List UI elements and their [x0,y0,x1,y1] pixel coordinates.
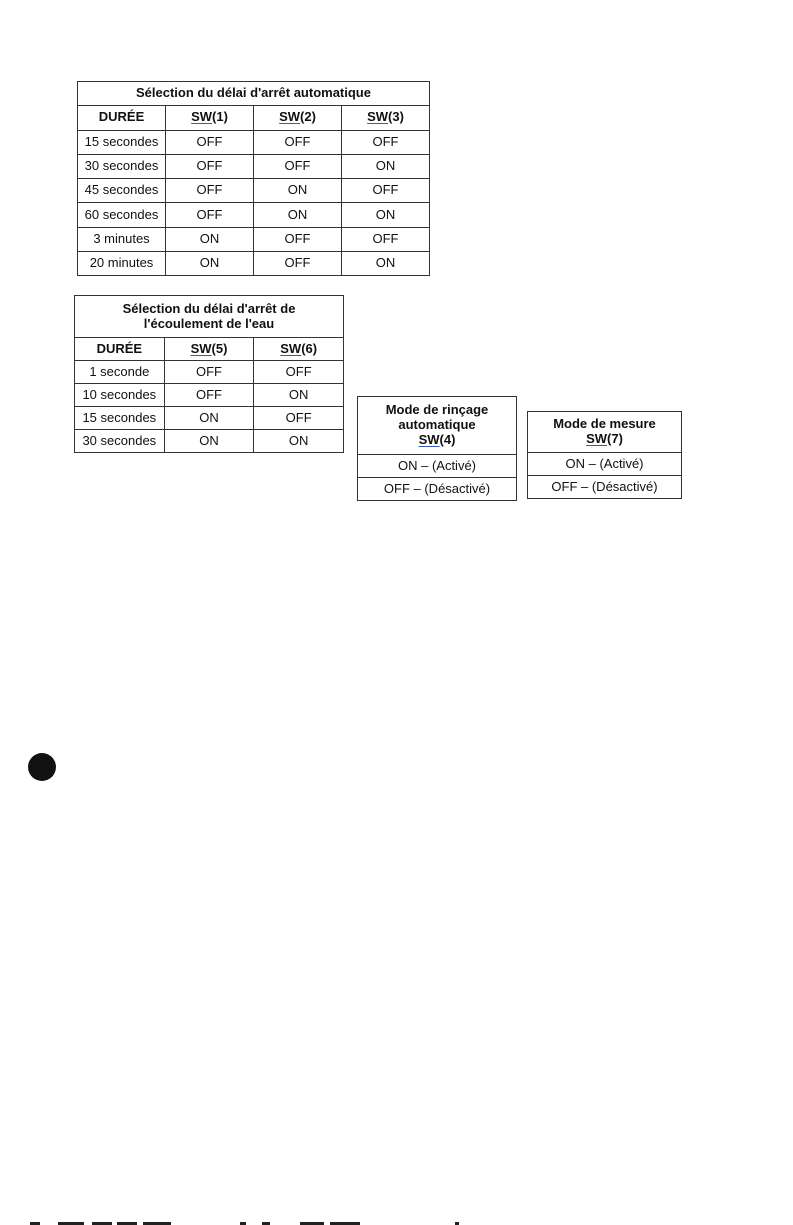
auto-rinse-table [357,396,517,501]
duration-cell: 1 seconde [75,361,165,384]
switch-state-cell: ON [164,407,254,430]
duration-cell: 20 minutes [78,252,166,276]
switch-state-cell: OFF [164,361,254,384]
table-row [78,227,430,251]
switch-state-cell: OFF [164,384,254,407]
table-row [78,252,430,276]
waterflow-delay-table [74,295,344,453]
table-row [528,453,682,476]
sw2-header: SW(2) [254,106,342,130]
auto-rinse-table-title: Mode de rinçage automatique SW(4) [358,397,517,455]
autostop-table-title: Sélection du délai d'arrêt automatique [78,82,430,106]
sw3-header: SW(3) [342,106,430,130]
table-row [78,154,430,178]
switch-state-cell: OFF [166,154,254,178]
switch-state-cell: OFF [166,130,254,154]
switch-state-cell: OFF [254,361,344,384]
switch-state-cell: OFF [254,227,342,251]
black-dot-marker [28,753,56,781]
switch-state-cell: ON [166,227,254,251]
duration-cell: 30 secondes [75,430,165,453]
sw1-header: SW(1) [166,106,254,130]
sw6-header: SW(6) [254,338,344,361]
switch-state-cell: ON [164,430,254,453]
switch-state-cell: ON [254,430,344,453]
switch-state-cell: OFF [342,227,430,251]
duration-header: DURÉE [78,106,166,130]
switch-state-cell: OFF [254,252,342,276]
mode-on-cell: ON – (Activé) [358,455,517,478]
table-row [75,384,344,407]
switch-state-cell: ON [342,203,430,227]
switch-state-cell: OFF [254,407,344,430]
switch-state-cell: OFF [342,130,430,154]
waterflow-table-title: Sélection du délai d'arrêt de l'écoulement de l'eau [75,296,344,338]
table-row [78,130,430,154]
switch-state-cell: OFF [166,179,254,203]
mode-off-cell: OFF – (Désactivé) [358,478,517,501]
switch-state-cell: ON [342,252,430,276]
switch-state-cell: ON [342,154,430,178]
duration-cell: 10 secondes [75,384,165,407]
autostop-delay-table [77,81,430,276]
switch-state-cell: OFF [166,203,254,227]
table-row [75,430,344,453]
sw5-header: SW(5) [164,338,254,361]
mode-on-cell: ON – (Activé) [528,453,682,476]
switch-state-cell: OFF [342,179,430,203]
switch-state-cell: ON [166,252,254,276]
switch-state-cell: ON [254,384,344,407]
switch-state-cell: OFF [254,130,342,154]
duration-cell: 3 minutes [78,227,166,251]
duration-cell: 15 secondes [75,407,165,430]
duration-header: DURÉE [75,338,165,361]
table-row [78,179,430,203]
table-row [75,361,344,384]
table-row [528,476,682,499]
measure-mode-table-title: Mode de mesure SW(7) [528,412,682,453]
table-row [358,478,517,501]
mode-off-cell: OFF – (Désactivé) [528,476,682,499]
duration-cell: 45 secondes [78,179,166,203]
table-row [358,455,517,478]
measure-mode-table [527,411,682,499]
switch-state-cell: ON [254,179,342,203]
duration-cell: 60 secondes [78,203,166,227]
table-row [78,203,430,227]
switch-state-cell: ON [254,203,342,227]
switch-state-cell: OFF [254,154,342,178]
print-crop-marks [0,1220,793,1225]
duration-cell: 30 secondes [78,154,166,178]
duration-cell: 15 secondes [78,130,166,154]
table-row [75,407,344,430]
